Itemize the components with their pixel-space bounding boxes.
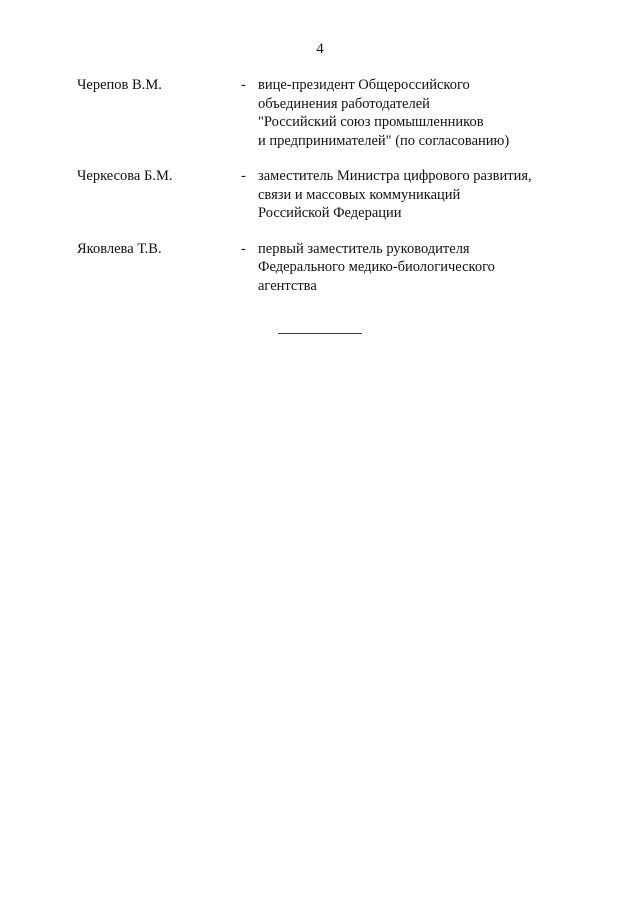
position-line: и предпринимателей" (по согласованию) bbox=[258, 132, 510, 149]
member-name: Черепов В.М. bbox=[77, 77, 162, 93]
page-number: 4 bbox=[316, 41, 324, 57]
end-of-list-divider bbox=[278, 333, 362, 334]
separator-dash: - bbox=[241, 240, 246, 257]
list-item-yakovleva bbox=[77, 240, 577, 296]
position-line: заместитель Министра цифрового развития, bbox=[258, 168, 532, 184]
position-line: вице-президент Общероссийского bbox=[258, 77, 470, 93]
position-line: первый заместитель руководителя bbox=[258, 240, 470, 257]
position-line: Федерального медико-биологического bbox=[258, 259, 495, 275]
member-name: Яковлева Т.В. bbox=[77, 240, 162, 257]
member-name: Черкесова Б.М. bbox=[77, 168, 173, 184]
separator-dash: - bbox=[241, 168, 246, 184]
separator-dash: - bbox=[241, 77, 246, 93]
position-line: связи и массовых коммуникаций bbox=[258, 186, 461, 203]
member-position bbox=[258, 240, 577, 296]
list-item-cherkesova bbox=[77, 167, 577, 223]
position-line: Российской Федерации bbox=[258, 205, 402, 221]
list-item-cherepov bbox=[77, 76, 577, 150]
member-list bbox=[77, 76, 577, 312]
position-line: агентства bbox=[258, 277, 317, 294]
member-position bbox=[258, 167, 577, 223]
member-position bbox=[258, 76, 577, 150]
position-line: объединения работодателей bbox=[258, 95, 430, 112]
position-line: "Российский союз промышленников bbox=[258, 114, 484, 130]
